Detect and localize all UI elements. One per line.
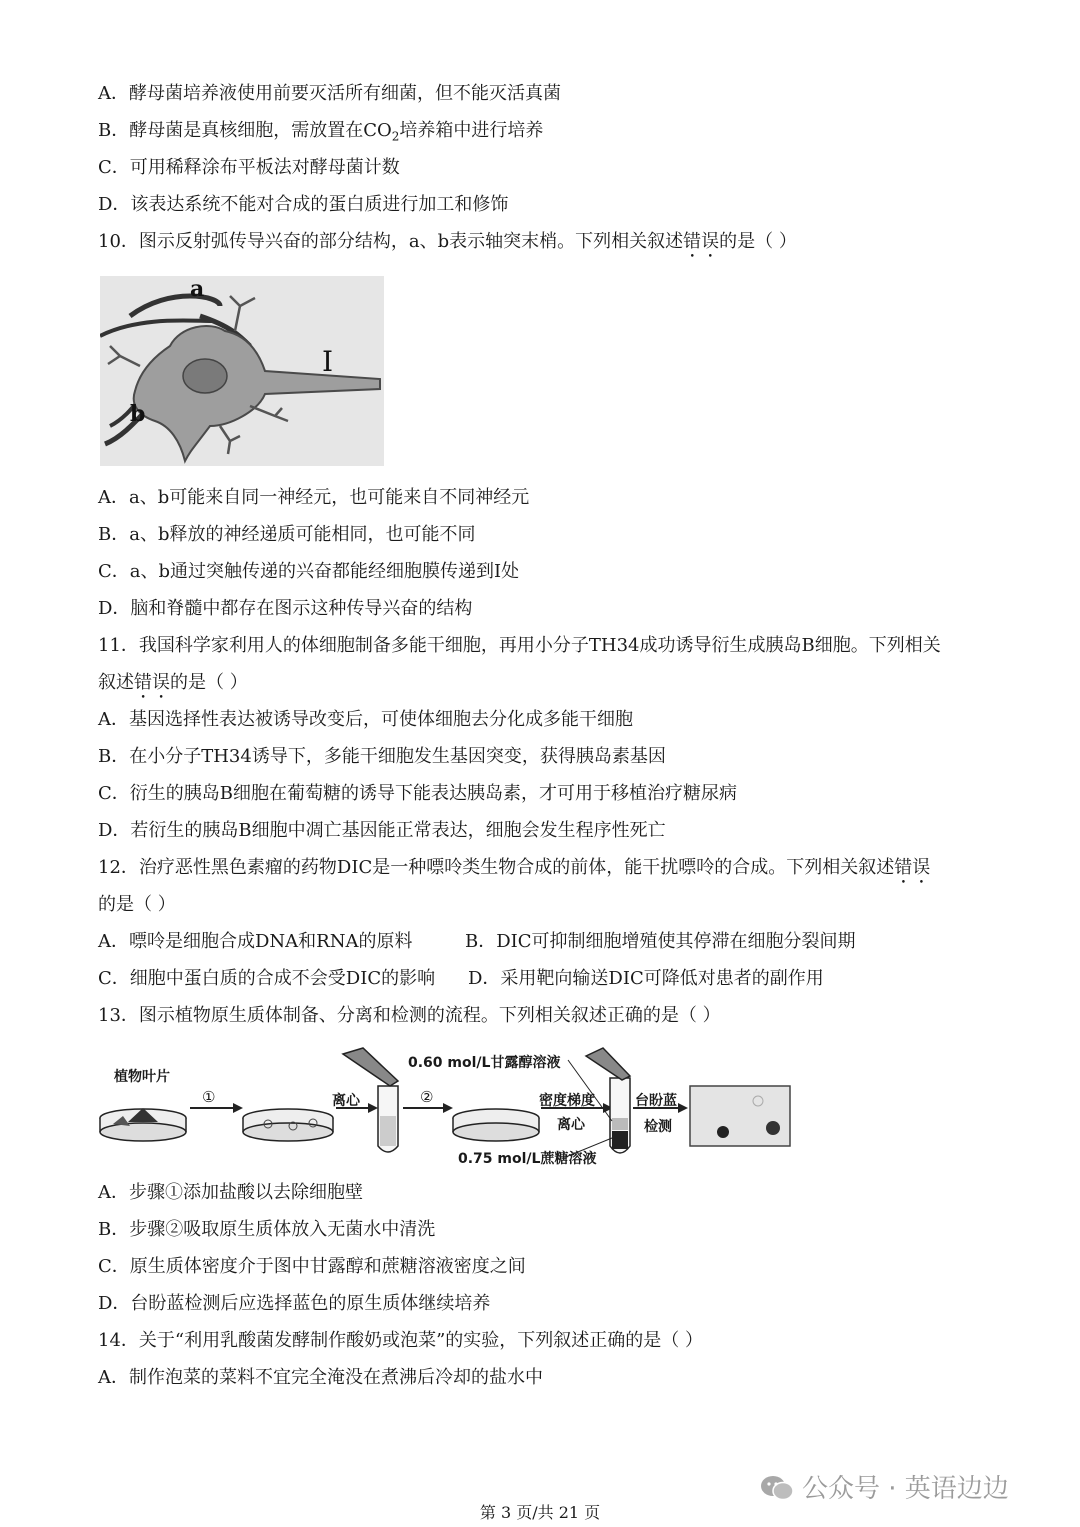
q9-option-a: A．酵母菌培养液使用前要灭活所有细菌，但不能灭活真菌 bbox=[98, 83, 561, 104]
label-b: b bbox=[130, 401, 146, 427]
step2-label: ② bbox=[420, 1088, 434, 1106]
q14-option-a: A．制作泡菜的菜料不宜完全淹没在煮沸后冷却的盐水中 bbox=[98, 1367, 543, 1388]
page-footer: 第 3 页/共 21 页 bbox=[479, 1503, 601, 1522]
label-a: a bbox=[190, 276, 205, 302]
q11-stem-line1: 11．我国科学家利用人的体细胞制备多能干细胞，再用小分子TH34成功诱导衍生成胰岛B细胞。下列相关 bbox=[98, 635, 941, 656]
q9-option-d: D．该表达系统不能对合成的蛋白质进行加工和修饰 bbox=[98, 194, 509, 215]
q12-option-d: D．采用靶向输送DIC可降低对患者的副作用 bbox=[468, 968, 824, 989]
microscope-view bbox=[690, 1086, 790, 1146]
q12-option-c: C．细胞中蛋白质的合成不会受DIC的影响 bbox=[98, 968, 436, 989]
q10-option-d: D．脑和脊髓中都存在图示这种传导兴奋的结构 bbox=[98, 598, 473, 619]
q12-option-a: A．嘌呤是细胞合成DNA和RNA的原料 bbox=[98, 931, 413, 952]
q11-option-d: D．若衍生的胰岛B细胞中凋亡基因能正常表达，细胞会发生程序性死亡 bbox=[98, 820, 666, 841]
q9-option-b-subscript: 2 bbox=[391, 129, 400, 144]
q10-stem-text: 10．图示反射弧传导兴奋的部分结构，a、b表示轴突末梢。下列相关叙述 bbox=[98, 231, 684, 252]
gradient-label: 密度梯度 bbox=[539, 1093, 595, 1109]
leaf-label: 植物叶片 bbox=[114, 1069, 170, 1085]
q10-option-b: B．a、b释放的神经递质可能相同，也可能不同 bbox=[98, 524, 476, 545]
q12-stem-line2: 的是（ ） bbox=[98, 894, 176, 915]
q13-option-b: B．步骤②吸取原生质体放入无菌水中清洗 bbox=[98, 1219, 436, 1240]
q12-stem-text: 12．治疗恶性黑色素瘤的药物DIC是一种嘌呤类生物合成的前体，能干扰嘌呤的合成。下列相关叙述 bbox=[98, 857, 895, 878]
q11-option-a: A．基因选择性表达被诱导改变后，可使体细胞去分化成多能干细胞 bbox=[98, 709, 633, 730]
trypan-label: 台盼蓝 bbox=[635, 1093, 677, 1109]
q11-stem-text: 叙述 bbox=[98, 672, 134, 693]
detect-label: 检测 bbox=[644, 1119, 672, 1135]
label-i: I bbox=[322, 345, 334, 378]
q10-stem bbox=[98, 230, 797, 262]
q10-option-c: C．a、b通过突触传递的兴奋都能经细胞膜传递到I处 bbox=[98, 561, 520, 582]
q9-option-b-text-2: 培养箱中进行培养 bbox=[399, 120, 544, 141]
q13-option-c: C．原生质体密度介于图中甘露醇和蔗糖溶液密度之间 bbox=[98, 1256, 526, 1277]
q12-stem-line1 bbox=[98, 856, 930, 888]
q9-option-b-text: B．酵母菌是真核细胞，需放置在CO bbox=[98, 120, 392, 141]
q12-emphasis: 错误 bbox=[894, 857, 931, 878]
q11-option-c: C．衍生的胰岛B细胞在葡萄糖的诱导下能表达胰岛素，才可用于移植治疗糖尿病 bbox=[98, 783, 737, 804]
q10-emphasis: 错误 bbox=[683, 231, 720, 252]
q14-stem: 14．关于“利用乳酸菌发酵制作酸奶或泡菜”的实验，下列叙述正确的是（ ） bbox=[98, 1330, 704, 1351]
petri-dish-protoplast bbox=[453, 1109, 539, 1141]
q11-option-b: B．在小分子TH34诱导下，多能干细胞发生基因突变，获得胰岛素基因 bbox=[98, 746, 666, 767]
sucrose-label: 0.75 mol/L蔗糖溶液 bbox=[458, 1151, 597, 1167]
centrifuge-label: 离心 bbox=[332, 1093, 360, 1109]
q11-emphasis: 错误 bbox=[134, 672, 170, 693]
q12-option-b: B．DIC可抑制细胞增殖使其停滞在细胞分裂间期 bbox=[465, 931, 856, 952]
watermark-text: 公众号 · 英语边边 bbox=[802, 1474, 1009, 1504]
step1-label: ① bbox=[202, 1088, 216, 1106]
petri-dish-leaves bbox=[100, 1108, 186, 1141]
petri-dish-digest bbox=[243, 1109, 333, 1141]
q11-stem-end: 的是（ ） bbox=[170, 672, 248, 693]
neuron-diagram bbox=[100, 276, 384, 466]
q10-stem-end: 的是（ ） bbox=[719, 231, 797, 252]
q10-option-a: A．a、b可能来自同一神经元，也可能来自不同神经元 bbox=[98, 487, 530, 508]
q13-option-a: A．步骤①添加盐酸以去除细胞壁 bbox=[98, 1182, 363, 1203]
q13-option-d: D．台盼蓝检测后应选择蓝色的原生质体继续培养 bbox=[98, 1293, 491, 1314]
protoplast-flow-figure bbox=[98, 1046, 798, 1168]
gradient-centrifuge-label: 离心 bbox=[557, 1117, 585, 1133]
q11-stem-line2 bbox=[98, 671, 248, 703]
q9-option-b bbox=[98, 119, 543, 149]
q9-option-c: C．可用稀释涂布平板法对酵母菌计数 bbox=[98, 157, 400, 178]
wechat-icon bbox=[760, 1475, 794, 1501]
neuron-figure bbox=[100, 276, 384, 466]
q13-stem: 13．图示植物原生质体制备、分离和检测的流程。下列相关叙述正确的是（ ） bbox=[98, 1005, 721, 1026]
mannitol-label: 0.60 mol/L甘露醇溶液 bbox=[408, 1055, 561, 1071]
